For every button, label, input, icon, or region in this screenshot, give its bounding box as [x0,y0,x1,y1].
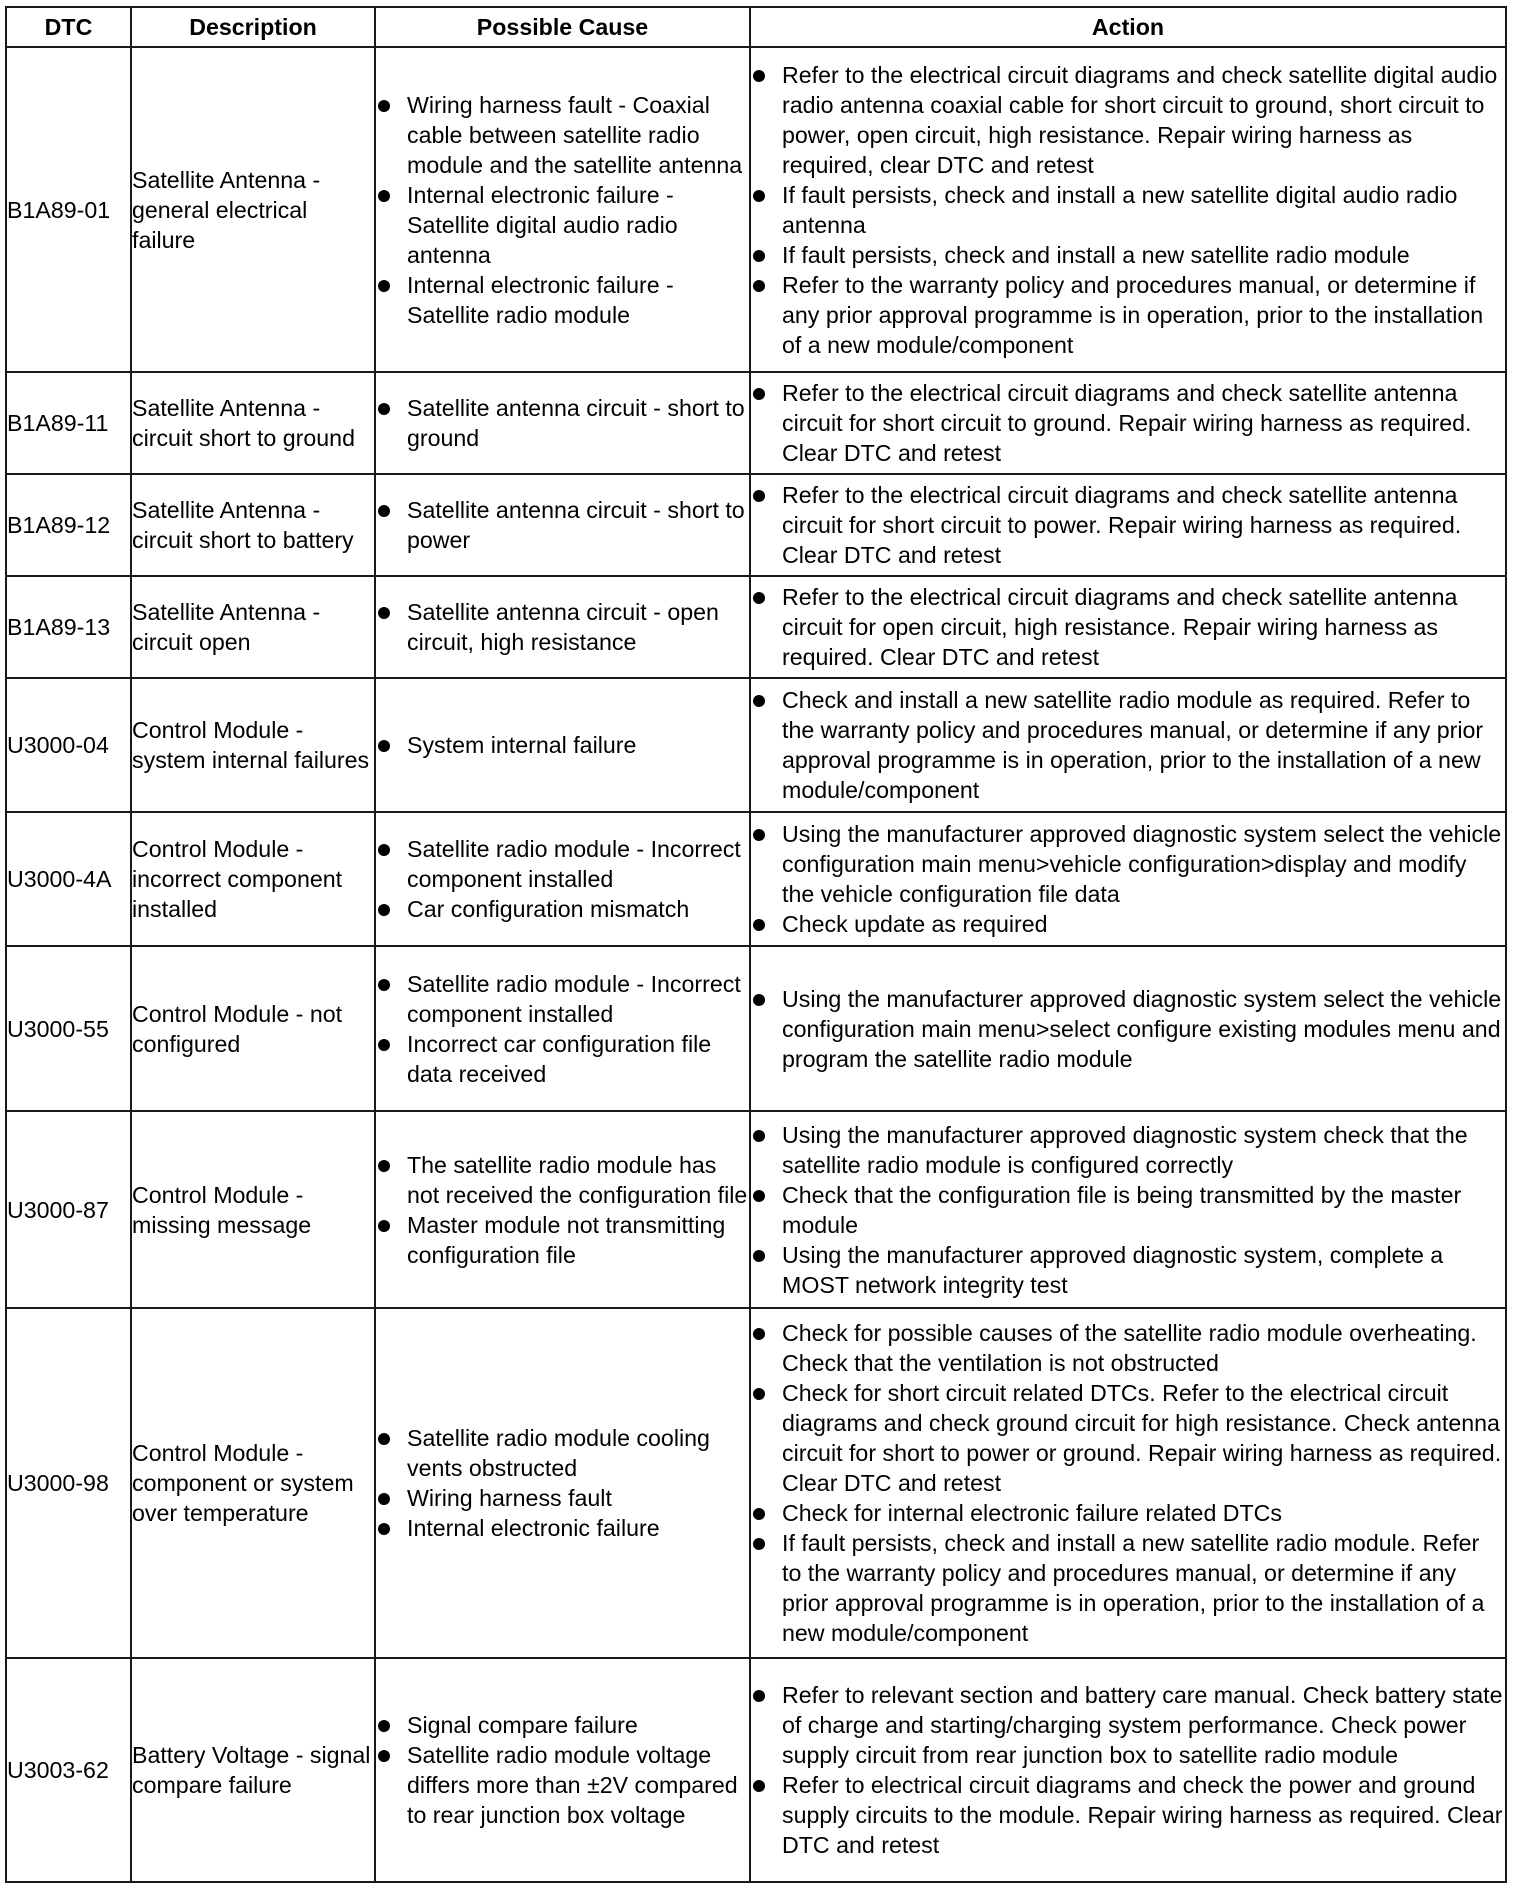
action-item: Refer to the warranty policy and procedures manual, or determine if any prior approval programme is in operation, prior to the installation of a new module/component [751,270,1505,360]
action-item: Refer to the electrical circuit diagrams and check satellite digital audio radio antenna coaxial cable for short circuit to ground, short circuit to power, open circuit, high resistance. Repair wiring harness as required, clear DTC and retest [751,60,1505,180]
table-row [6,372,1506,474]
possible-cause-cell [375,372,750,474]
cause-item: System internal failure [376,730,749,760]
dtc-code: U3000-98 [6,1308,131,1658]
dtc-code: B1A89-11 [6,372,131,474]
action-item: Refer to relevant section and battery care manual. Check battery state of charge and starting/charging system performance. Check power supply circuit from rear junction box to satellite radio module [751,1680,1505,1770]
table-row [6,47,1506,372]
dtc-code: U3000-4A [6,812,131,946]
table-row [6,1111,1506,1308]
cause-item: Wiring harness fault [376,1483,749,1513]
action-item: If fault persists, check and install a new satellite digital audio radio antenna [751,180,1505,240]
dtc-table-container [5,6,1505,1881]
cause-item: Satellite antenna circuit - open circuit, high resistance [376,597,749,657]
table-row [6,576,1506,678]
dtc-code: U3000-04 [6,678,131,812]
possible-cause-cell [375,678,750,812]
action-item: Check for possible causes of the satellite radio module overheating. Check that the ventilation is not obstructed [751,1318,1505,1378]
cause-item: Incorrect car configuration file data received [376,1029,749,1089]
table-row [6,474,1506,576]
header-description: Description [131,7,375,47]
dtc-description: Control Module - missing message [131,1111,375,1308]
dtc-description: Satellite Antenna - general electrical failure [131,47,375,372]
action-cell [750,1658,1506,1882]
possible-cause-cell [375,946,750,1111]
table-row [6,1658,1506,1882]
action-item: If fault persists, check and install a new satellite radio module. Refer to the warranty policy and procedures manual, or determine if any prior approval programme is in operation, prior to the installation of a new module/component [751,1528,1505,1648]
cause-item: Satellite antenna circuit - short to power [376,495,749,555]
possible-cause-cell [375,47,750,372]
dtc-description: Control Module - system internal failures [131,678,375,812]
dtc-code: B1A89-13 [6,576,131,678]
cause-item: Wiring harness fault - Coaxial cable between satellite radio module and the satellite antenna [376,90,749,180]
dtc-code: U3000-87 [6,1111,131,1308]
cause-item: The satellite radio module has not received the configuration file [376,1150,749,1210]
cause-item: Internal electronic failure [376,1513,749,1543]
dtc-description: Control Module - not configured [131,946,375,1111]
action-item: Check that the configuration file is being transmitted by the master module [751,1180,1505,1240]
cause-item: Internal electronic failure - Satellite radio module [376,270,749,330]
dtc-code: U3000-55 [6,946,131,1111]
action-cell [750,47,1506,372]
dtc-description: Satellite Antenna - circuit open [131,576,375,678]
header-dtc: DTC [6,7,131,47]
table-row [6,1308,1506,1658]
possible-cause-cell [375,1658,750,1882]
dtc-description: Satellite Antenna - circuit short to battery [131,474,375,576]
action-item: Refer to electrical circuit diagrams and check the power and ground supply circuits to the module. Repair wiring harness as required. Clear DTC and retest [751,1770,1505,1860]
action-cell [750,576,1506,678]
cause-item: Satellite radio module - Incorrect component installed [376,969,749,1029]
action-item: Check for short circuit related DTCs. Refer to the electrical circuit diagrams and check ground circuit for high resistance. Check antenna circuit for short to power or ground. Repair wiring harness as required. Clear DTC and retest [751,1378,1505,1498]
table-row [6,946,1506,1111]
cause-item: Car configuration mismatch [376,894,749,924]
action-item: Refer to the electrical circuit diagrams and check satellite antenna circuit for short circuit to ground. Repair wiring harness as required. Clear DTC and retest [751,378,1505,468]
dtc-description: Control Module - component or system over temperature [131,1308,375,1658]
header-possible-cause: Possible Cause [375,7,750,47]
possible-cause-cell [375,1111,750,1308]
action-cell [750,946,1506,1111]
action-item: Using the manufacturer approved diagnostic system select the vehicle configuration main menu>vehicle configuration>display and modify the vehicle configuration file data [751,819,1505,909]
cause-item: Satellite radio module voltage differs more than ±2V compared to rear junction box voltage [376,1740,749,1830]
action-item: Refer to the electrical circuit diagrams and check satellite antenna circuit for open circuit, high resistance. Repair wiring harness as required. Clear DTC and retest [751,582,1505,672]
dtc-code: B1A89-01 [6,47,131,372]
possible-cause-cell [375,812,750,946]
action-item: Refer to the electrical circuit diagrams and check satellite antenna circuit for short circuit to power. Repair wiring harness as required. Clear DTC and retest [751,480,1505,570]
header-action: Action [750,7,1506,47]
possible-cause-cell [375,576,750,678]
action-cell [750,474,1506,576]
cause-item: Internal electronic failure - Satellite digital audio radio antenna [376,180,749,270]
dtc-description: Battery Voltage - signal compare failure [131,1658,375,1882]
action-cell [750,372,1506,474]
table-row [6,812,1506,946]
possible-cause-cell [375,474,750,576]
possible-cause-cell [375,1308,750,1658]
action-item: If fault persists, check and install a new satellite radio module [751,240,1505,270]
action-item: Using the manufacturer approved diagnostic system, complete a MOST network integrity test [751,1240,1505,1300]
cause-item: Satellite antenna circuit - short to ground [376,393,749,453]
action-item: Using the manufacturer approved diagnostic system select the vehicle configuration main menu>select configure existing modules menu and program the satellite radio module [751,984,1505,1074]
action-item: Check and install a new satellite radio module as required. Refer to the warranty policy and procedures manual, or determine if any prior approval programme is in operation, prior to the installation of a new module/component [751,685,1505,805]
table-row [6,678,1506,812]
cause-item: Satellite radio module cooling vents obstructed [376,1423,749,1483]
action-cell [750,1308,1506,1658]
cause-item: Master module not transmitting configuration file [376,1210,749,1270]
action-cell [750,678,1506,812]
action-item: Using the manufacturer approved diagnostic system check that the satellite radio module is configured correctly [751,1120,1505,1180]
action-cell [750,1111,1506,1308]
dtc-description: Control Module - incorrect component installed [131,812,375,946]
dtc-code: U3003-62 [6,1658,131,1882]
dtc-code: B1A89-12 [6,474,131,576]
action-item: Check update as required [751,909,1505,939]
dtc-description: Satellite Antenna - circuit short to ground [131,372,375,474]
dtc-table [5,6,1507,1883]
cause-item: Satellite radio module - Incorrect component installed [376,834,749,894]
action-cell [750,812,1506,946]
action-item: Check for internal electronic failure related DTCs [751,1498,1505,1528]
cause-item: Signal compare failure [376,1710,749,1740]
table-header-row [6,7,1506,47]
